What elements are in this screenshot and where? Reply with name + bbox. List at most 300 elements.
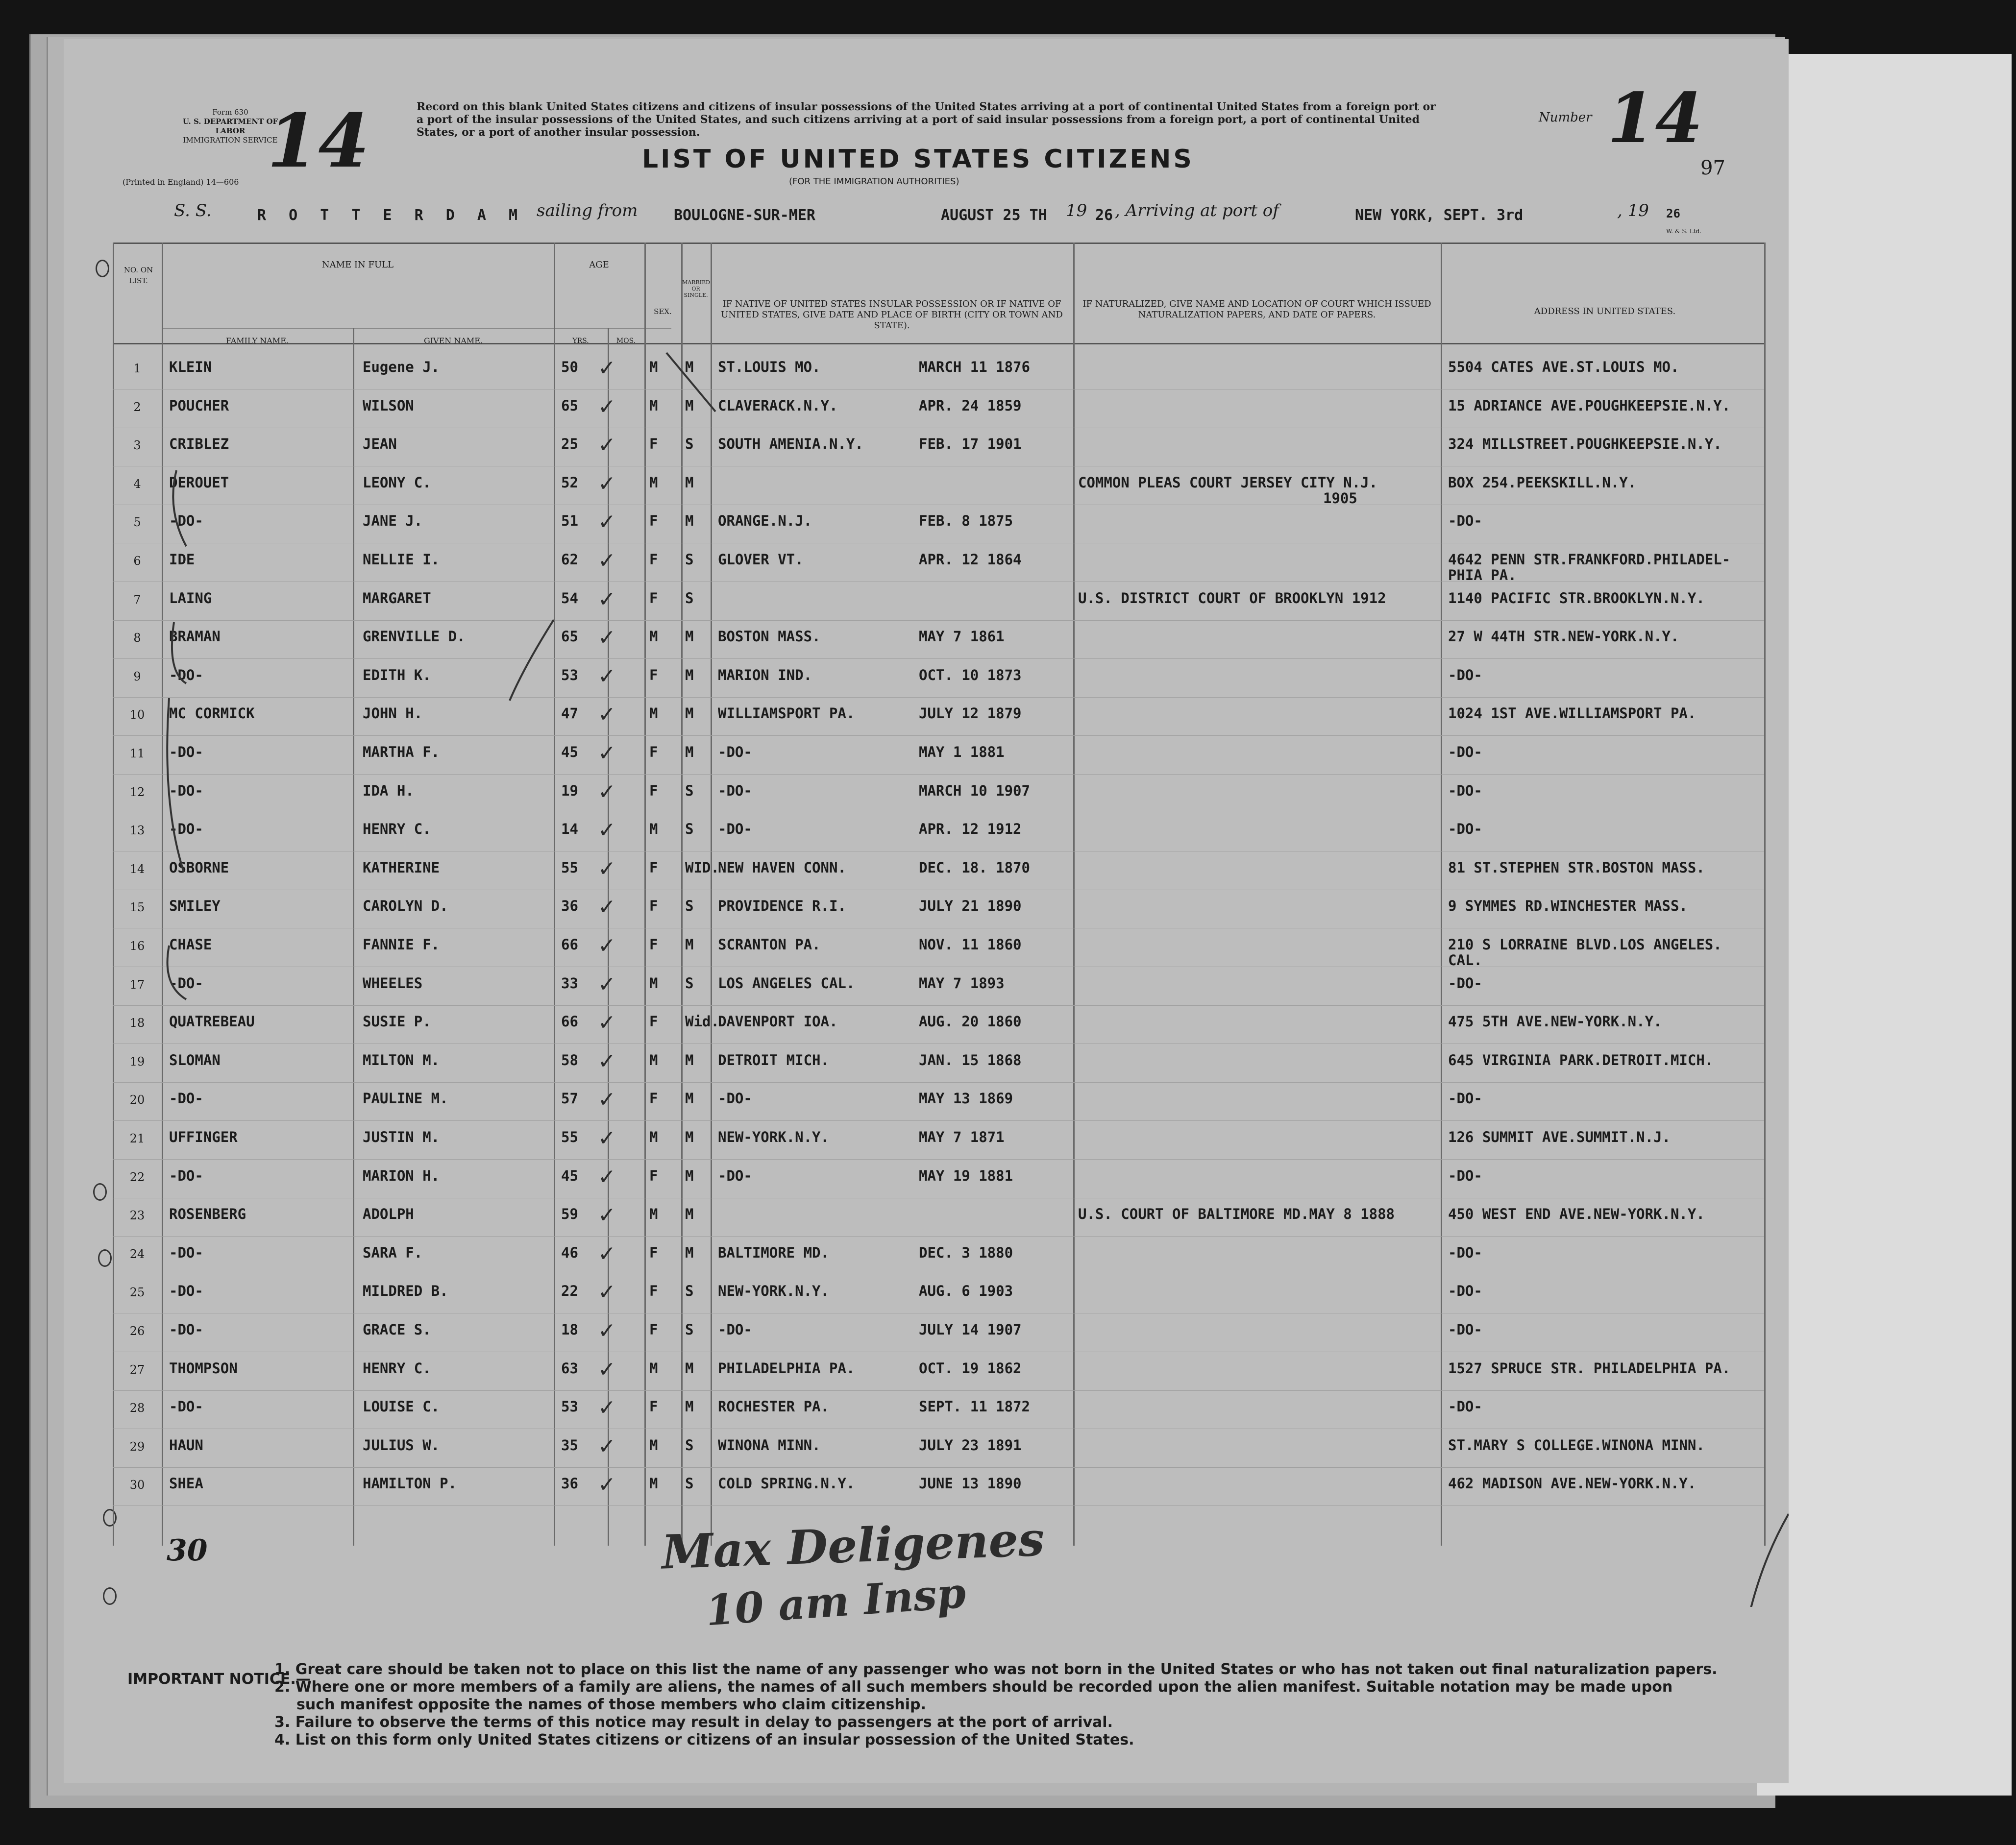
check-mark-icon: ✓ [598, 702, 616, 728]
family-name: THOMPSON [169, 1359, 238, 1377]
sex: F [649, 666, 658, 683]
birth-place: WILLIAMSPORT PA. [718, 705, 855, 722]
header-naturalized: IF NATURALIZED, GIVE NAME AND LOCATION OF COURT WHICH ISSUED NATURALIZATION PAPERS, AND DATE OF PAPERS. [1082, 299, 1431, 320]
age-years: 55 [561, 1129, 578, 1145]
family-name: ROSENBERG [169, 1206, 246, 1223]
sex: M [649, 821, 658, 838]
header-mos: MOS. [616, 337, 636, 345]
sailing-from: BOULOGNE-SUR-MER [674, 207, 815, 224]
sex: F [649, 859, 658, 876]
sex: M [649, 397, 658, 414]
us-address: -DO- [1448, 1283, 1482, 1300]
row-number: 10 [129, 708, 145, 722]
marital-status: M [685, 936, 694, 953]
page-number: 97 [1700, 157, 1725, 179]
given-name: JEAN [363, 436, 397, 453]
family-brackets [64, 39, 1789, 1607]
birth-date: MAY 7 1893 [919, 974, 1005, 992]
row-number: 13 [129, 824, 145, 838]
row-number: 6 [133, 554, 141, 568]
us-address: -DO- [1448, 821, 1482, 838]
us-address: -DO- [1448, 1167, 1482, 1184]
marital-status: M [685, 474, 694, 491]
page-title: LIST OF UNITED STATES CITIZENS [642, 145, 1194, 174]
birth-date: MARCH 11 1876 [919, 359, 1030, 375]
marital-status: M [685, 1167, 694, 1184]
marital-status: M [685, 744, 694, 760]
given-name: WILSON [363, 397, 414, 414]
us-address: 5504 CATES AVE.ST.LOUIS MO. [1448, 359, 1679, 375]
us-address: 126 SUMMIT AVE.SUMMIT.N.J. [1448, 1129, 1671, 1145]
birth-place: ORANGE.N.J. [718, 512, 812, 530]
check-mark-icon: ✓ [598, 1087, 616, 1113]
sex: F [649, 782, 658, 799]
age-years: 66 [561, 1013, 578, 1030]
naturalization-court: U.S. DISTRICT COURT OF BROOKLYN 1912 [1078, 589, 1386, 607]
row-number: 15 [129, 900, 145, 915]
given-name: HENRY C. [363, 821, 431, 838]
given-name: MARGARET [363, 589, 431, 607]
check-mark-icon: ✓ [598, 433, 616, 458]
birth-date: JULY 12 1879 [919, 705, 1022, 722]
family-name: IDE [169, 551, 195, 568]
given-name: SUSIE P. [363, 1013, 431, 1030]
family-name: SHEA [169, 1475, 203, 1492]
row-number: 20 [129, 1093, 145, 1107]
age-years: 66 [561, 936, 578, 953]
sail-date: AUGUST 25 TH [941, 207, 1047, 224]
age-years: 54 [561, 589, 578, 607]
family-name: BRAMAN [169, 628, 221, 645]
age-years: 46 [561, 1244, 578, 1261]
inspector-signature-line2: 10 am Insp [704, 1568, 968, 1636]
sex: F [649, 936, 658, 953]
age-years: 45 [561, 1167, 578, 1184]
arriving-label: , Arriving at port of [1115, 201, 1279, 220]
naturalization-court: COMMON PLEAS COURT JERSEY CITY N.J. [1078, 474, 1378, 491]
sail-year: 26 [1095, 207, 1113, 224]
age-years: 36 [561, 898, 578, 915]
birth-place: SOUTH AMENIA.N.Y. [718, 436, 863, 453]
notice-item: 3. Failure to observe the terms of this notice may result in delay to passengers at the port of arrival. [274, 1714, 1113, 1731]
sex: M [649, 705, 658, 722]
check-mark-icon: ✓ [598, 356, 616, 381]
row-number: 30 [129, 1478, 145, 1492]
row-number: 16 [129, 939, 145, 953]
family-name: SLOMAN [169, 1051, 221, 1068]
us-address: 1527 SPRUCE STR. PHILADELPHIA PA. [1448, 1359, 1731, 1377]
check-mark-icon: ✓ [598, 1433, 616, 1459]
given-name: HAMILTON P. [363, 1475, 457, 1492]
family-name: OSBORNE [169, 859, 229, 876]
birth-place: WINONA MINN. [718, 1436, 821, 1454]
birth-date: MAY 7 1871 [919, 1129, 1005, 1145]
page-subtitle: (FOR THE IMMIGRATION AUTHORITIES) [789, 176, 959, 187]
age-years: 18 [561, 1321, 578, 1338]
marital-status: S [685, 1436, 694, 1454]
us-address: -DO- [1448, 1090, 1482, 1107]
manifest-sheet [64, 39, 1789, 1783]
check-mark-icon: ✓ [598, 933, 616, 958]
row-number: 8 [133, 631, 141, 645]
given-name: CAROLYN D. [363, 898, 448, 915]
birth-date: JULY 21 1890 [919, 898, 1022, 915]
check-mark-icon: ✓ [598, 1126, 616, 1151]
marital-status: M [685, 1359, 694, 1377]
row-number: 18 [129, 1016, 145, 1030]
sailing-from-label: sailing from [537, 201, 638, 220]
birth-date: MAY 1 1881 [919, 744, 1005, 760]
ship-name: R O T T E R D A M [257, 207, 525, 224]
us-address: 9 SYMMES RD.WINCHESTER MASS. [1448, 898, 1688, 915]
arrival-port-date: NEW YORK, SEPT. 3rd [1355, 207, 1524, 224]
birth-place: MARION IND. [718, 666, 812, 683]
birth-place: -DO- [718, 821, 752, 838]
check-mark-icon: ✓ [598, 1164, 616, 1190]
age-years: 53 [561, 666, 578, 683]
us-address: 81 ST.STEPHEN STR.BOSTON MASS. [1448, 859, 1705, 876]
birth-place: -DO- [718, 1167, 752, 1184]
family-name: -DO- [169, 821, 203, 838]
family-name: CHASE [169, 936, 212, 953]
sex: F [649, 1283, 658, 1300]
check-mark-icon: ✓ [598, 1010, 616, 1036]
us-address: 450 WEST END AVE.NEW-YORK.N.Y. [1448, 1206, 1705, 1223]
header-age: AGE [589, 260, 609, 270]
row-number: 25 [129, 1286, 145, 1300]
us-address: -DO- [1448, 666, 1482, 683]
sex: M [649, 1051, 658, 1068]
record-notice: Record on this blank United States citizens and citizens of insular possessions of the United States arriving at a port of continental United States from a foreign port or a port of the insular possessions of the United States, and such citizens arriving at a port of said insular possessions from a foreign port, a port of continental United States, or a port of another insular possession. [417, 100, 1436, 139]
age-years: 59 [561, 1206, 578, 1223]
birth-place: DETROIT MICH. [718, 1051, 829, 1068]
sex: M [649, 1359, 658, 1377]
us-address: -DO- [1448, 1321, 1482, 1338]
row-number: 12 [129, 785, 145, 799]
check-mark-icon: ✓ [598, 586, 616, 612]
family-name: MC CORMICK [169, 705, 255, 722]
birth-date: SEPT. 11 1872 [919, 1398, 1030, 1415]
age-years: 25 [561, 436, 578, 453]
important-notice [274, 1661, 1769, 1749]
check-mark-icon: ✓ [598, 1318, 616, 1343]
row-number: 14 [129, 862, 145, 876]
us-address: 4642 PENN STR.FRANKFORD.PHILADEL- [1448, 551, 1731, 568]
birth-date: APR. 12 1864 [919, 551, 1022, 568]
marital-status: M [685, 1090, 694, 1107]
age-years: 19 [561, 782, 578, 799]
sex: M [649, 974, 658, 992]
naturalization-year: 1905 [1323, 489, 1357, 507]
age-years: 33 [561, 974, 578, 992]
sex: M [649, 628, 658, 645]
row-number: 22 [129, 1170, 145, 1184]
facing-page [1757, 54, 2012, 1796]
sex: F [649, 898, 658, 915]
birth-place: -DO- [718, 744, 752, 760]
check-mark-icon: ✓ [598, 779, 616, 804]
given-name: JOHN H. [363, 705, 423, 722]
birth-date: AUG. 6 1903 [919, 1283, 1013, 1300]
sex: F [649, 551, 658, 568]
us-address: -DO- [1448, 1398, 1482, 1415]
birth-date: MARCH 10 1907 [919, 782, 1030, 799]
age-years: 52 [561, 474, 578, 491]
check-mark-icon: ✓ [598, 1357, 616, 1382]
marital-status: WID. [685, 859, 719, 876]
birth-date: NOV. 11 1860 [919, 936, 1022, 953]
sex: F [649, 1090, 658, 1107]
family-name: -DO- [169, 1321, 203, 1338]
birth-place: -DO- [718, 1321, 752, 1338]
age-years: 63 [561, 1359, 578, 1377]
given-name: KATHERINE [363, 859, 440, 876]
header-given-name: GIVEN NAME. [423, 336, 483, 345]
family-name: -DO- [169, 974, 203, 992]
notice-item: 1. Great care should be taken not to place on this list the name of any passenger who was not born in the United States or who has not taken out final naturalization papers. [274, 1661, 1718, 1678]
given-name: FANNIE F. [363, 936, 440, 953]
check-mark-icon: ✓ [598, 1395, 616, 1421]
birth-date: JULY 14 1907 [919, 1321, 1022, 1338]
given-name: SARA F. [363, 1244, 423, 1261]
birth-date: FEB. 17 1901 [919, 436, 1022, 453]
marital-status: M [685, 1051, 694, 1068]
given-name: LOUISE C. [363, 1398, 440, 1415]
notice-item: 2. Where one or more members of a family are aliens, the names of all such members should be recorded upon the alien manifest. Suitable notation may be made upon [274, 1678, 1673, 1696]
family-name: UFFINGER [169, 1129, 238, 1145]
us-address: 1140 PACIFIC STR.BROOKLYN.N.Y. [1448, 589, 1705, 607]
sex: F [649, 436, 658, 453]
age-years: 55 [561, 859, 578, 876]
form-number: Form 630 U. S. DEPARTMENT OF LABOR IMMIGRATION SERVICE [182, 108, 278, 145]
birth-date: MAY 19 1881 [919, 1167, 1013, 1184]
check-mark-icon: ✓ [598, 1472, 616, 1498]
family-name: POUCHER [169, 397, 229, 414]
age-years: 22 [561, 1283, 578, 1300]
age-years: 47 [561, 705, 578, 722]
notice-item: 4. List on this form only United States citizens or citizens of an insular possession of the United States. [274, 1731, 1134, 1748]
birth-date: AUG. 20 1860 [919, 1013, 1022, 1030]
sex: F [649, 512, 658, 530]
naturalization-court: U.S. COURT OF BALTIMORE MD.MAY 8 1888 [1078, 1206, 1395, 1223]
row-number: 2 [133, 400, 141, 414]
family-name: CRIBLEZ [169, 436, 229, 453]
sex: F [649, 589, 658, 607]
us-address: BOX 254.PEEKSKILL.N.Y. [1448, 474, 1637, 491]
given-name: GRACE S. [363, 1321, 431, 1338]
birth-date: JAN. 15 1868 [919, 1051, 1022, 1068]
birth-date: JULY 23 1891 [919, 1436, 1022, 1454]
row-number: 5 [133, 515, 141, 530]
check-mark-icon: ✓ [598, 625, 616, 651]
given-name: NELLIE I. [363, 551, 440, 568]
sex: M [649, 1129, 658, 1145]
marital-status: M [685, 1244, 694, 1261]
check-mark-icon: ✓ [598, 1241, 616, 1266]
sex: M [649, 359, 658, 375]
sex: M [649, 1206, 658, 1223]
birth-place: -DO- [718, 782, 752, 799]
birth-date: JUNE 13 1890 [919, 1475, 1022, 1492]
inspector-signature: Max Deligenes [661, 1512, 1045, 1580]
given-name: Eugene J. [363, 359, 440, 375]
check-mark-icon: ✓ [598, 1280, 616, 1305]
marital-status: M [685, 359, 694, 375]
given-name: GRENVILLE D. [363, 628, 466, 645]
row-number: 3 [133, 438, 141, 453]
birth-place: CLAVERACK.N.Y. [718, 397, 838, 414]
check-mark-icon: ✓ [598, 895, 616, 920]
birth-place: BALTIMORE MD. [718, 1244, 829, 1261]
family-name: -DO- [169, 512, 203, 530]
us-address: -DO- [1448, 744, 1482, 760]
header-family-name: FAMILY NAME. [226, 336, 289, 345]
us-address: 1024 1ST AVE.WILLIAMSPORT PA. [1448, 705, 1696, 722]
row-number: 17 [129, 977, 145, 992]
us-address: 645 VIRGINIA PARK.DETROIT.MICH. [1448, 1051, 1714, 1068]
sex: F [649, 1321, 658, 1338]
check-mark-icon: ✓ [598, 818, 616, 843]
family-name: -DO- [169, 1283, 203, 1300]
marital-status: S [685, 551, 694, 568]
number-value: 14 [1607, 78, 1703, 159]
family-name: -DO- [169, 1167, 203, 1184]
birth-date: FEB. 8 1875 [919, 512, 1013, 530]
age-years: 53 [561, 1398, 578, 1415]
birth-place: ST.LOUIS MO. [718, 359, 821, 375]
check-mark-icon: ✓ [598, 510, 616, 535]
sex: F [649, 1167, 658, 1184]
given-name: LEONY C. [363, 474, 431, 491]
us-address: -DO- [1448, 974, 1482, 992]
notice-item: such manifest opposite the names of those members who claim citizenship. [296, 1696, 926, 1713]
family-name: LAING [169, 589, 212, 607]
birth-place: NEW HAVEN CONN. [718, 859, 846, 876]
us-address: 15 ADRIANCE AVE.POUGHKEEPSIE.N.Y. [1448, 397, 1731, 414]
given-name: JUSTIN M. [363, 1129, 440, 1145]
check-mark-icon: ✓ [598, 663, 616, 689]
marital-status: S [685, 974, 694, 992]
sex: F [649, 1398, 658, 1415]
given-name: ADOLPH [363, 1206, 414, 1223]
birth-place: GLOVER VT. [718, 551, 804, 568]
marital-status: Wid. [685, 1013, 719, 1030]
marital-status: S [685, 1283, 694, 1300]
family-name: KLEIN [169, 359, 212, 375]
row-number: 29 [129, 1439, 145, 1454]
family-name: HAUN [169, 1436, 203, 1454]
given-name: MARION H. [363, 1167, 440, 1184]
row-number: 28 [129, 1401, 145, 1415]
printed-in: (Printed in England) 14—606 [123, 177, 239, 187]
us-address: 462 MADISON AVE.NEW-YORK.N.Y. [1448, 1475, 1696, 1492]
family-name: QUATREBEAU [169, 1013, 255, 1030]
handwritten-number-left: 14 [267, 98, 369, 184]
birth-place: NEW-YORK.N.Y. [718, 1283, 829, 1300]
birth-date: DEC. 3 1880 [919, 1244, 1013, 1261]
row-number: 24 [129, 1247, 145, 1261]
row-number: 26 [129, 1324, 145, 1338]
header-no: NO. ON LIST. [123, 266, 153, 285]
check-mark-icon: ✓ [598, 394, 616, 419]
marital-status: M [685, 1398, 694, 1415]
given-name: JANE J. [363, 512, 423, 530]
row-number: 19 [129, 1054, 145, 1068]
header-yrs: YRS. [572, 337, 589, 345]
marital-status: S [685, 589, 694, 607]
birth-place: SCRANTON PA. [718, 936, 821, 953]
marital-status: M [685, 705, 694, 722]
row-number: 9 [133, 669, 141, 683]
marital-status: S [685, 1475, 694, 1492]
family-name: -DO- [169, 782, 203, 799]
family-name: SMILEY [169, 898, 221, 915]
check-mark-icon: ✓ [598, 1048, 616, 1074]
row-number: 11 [129, 747, 145, 760]
birth-place: -DO- [718, 1090, 752, 1107]
check-mark-icon: ✓ [598, 856, 616, 881]
age-years: 57 [561, 1090, 578, 1107]
check-mark-icon: ✓ [598, 548, 616, 573]
age-years: 45 [561, 744, 578, 760]
birth-place: ROCHESTER PA. [718, 1398, 829, 1415]
age-years: 50 [561, 359, 578, 375]
header-married: MARRIED OR SINGLE. [682, 279, 710, 298]
birth-place: BOSTON MASS. [718, 628, 821, 645]
us-address-line2: CAL. [1448, 952, 1482, 969]
row-number: 7 [133, 592, 141, 607]
sex: F [649, 1013, 658, 1030]
header-address: ADDRESS IN UNITED STATES. [1534, 306, 1676, 316]
age-years: 35 [561, 1436, 578, 1454]
family-name: -DO- [169, 1398, 203, 1415]
number-label: Number [1539, 110, 1592, 125]
printer-mark: W. & S. Ltd. [1666, 228, 1702, 235]
check-mark-icon: ✓ [598, 1203, 616, 1228]
birth-date: OCT. 19 1862 [919, 1359, 1022, 1377]
us-address: -DO- [1448, 782, 1482, 799]
marital-status: S [685, 1321, 694, 1338]
ss-label: S. S. [174, 201, 212, 220]
us-address: -DO- [1448, 1244, 1482, 1261]
given-name: MILDRED B. [363, 1283, 448, 1300]
family-name: -DO- [169, 666, 203, 683]
family-name: DEROUET [169, 474, 229, 491]
us-address: ST.MARY S COLLEGE.WINONA MINN. [1448, 1436, 1705, 1454]
arrival-year-prefix: , 19 [1617, 201, 1649, 220]
sail-year-prefix: 19 [1066, 201, 1087, 220]
check-mark-icon: ✓ [598, 741, 616, 766]
marital-status: M [685, 628, 694, 645]
birth-place: NEW-YORK.N.Y. [718, 1129, 829, 1145]
us-address: 475 5TH AVE.NEW-YORK.N.Y. [1448, 1013, 1662, 1030]
marital-status: M [685, 512, 694, 530]
sex: M [649, 474, 658, 491]
marital-status: M [685, 397, 694, 414]
row-number: 21 [129, 1132, 145, 1145]
given-name: PAULINE M. [363, 1090, 448, 1107]
marital-status: M [685, 1129, 694, 1145]
check-mark-icon: ✓ [598, 971, 616, 997]
given-name: MILTON M. [363, 1051, 440, 1068]
us-address: 27 W 44TH STR.NEW-YORK.N.Y. [1448, 628, 1679, 645]
check-mark-icon: ✓ [598, 471, 616, 496]
marital-status: S [685, 898, 694, 915]
arrival-year: 26 [1666, 207, 1680, 220]
given-name: HENRY C. [363, 1359, 431, 1377]
row-number: 1 [133, 362, 141, 375]
row-number: 4 [133, 477, 141, 491]
